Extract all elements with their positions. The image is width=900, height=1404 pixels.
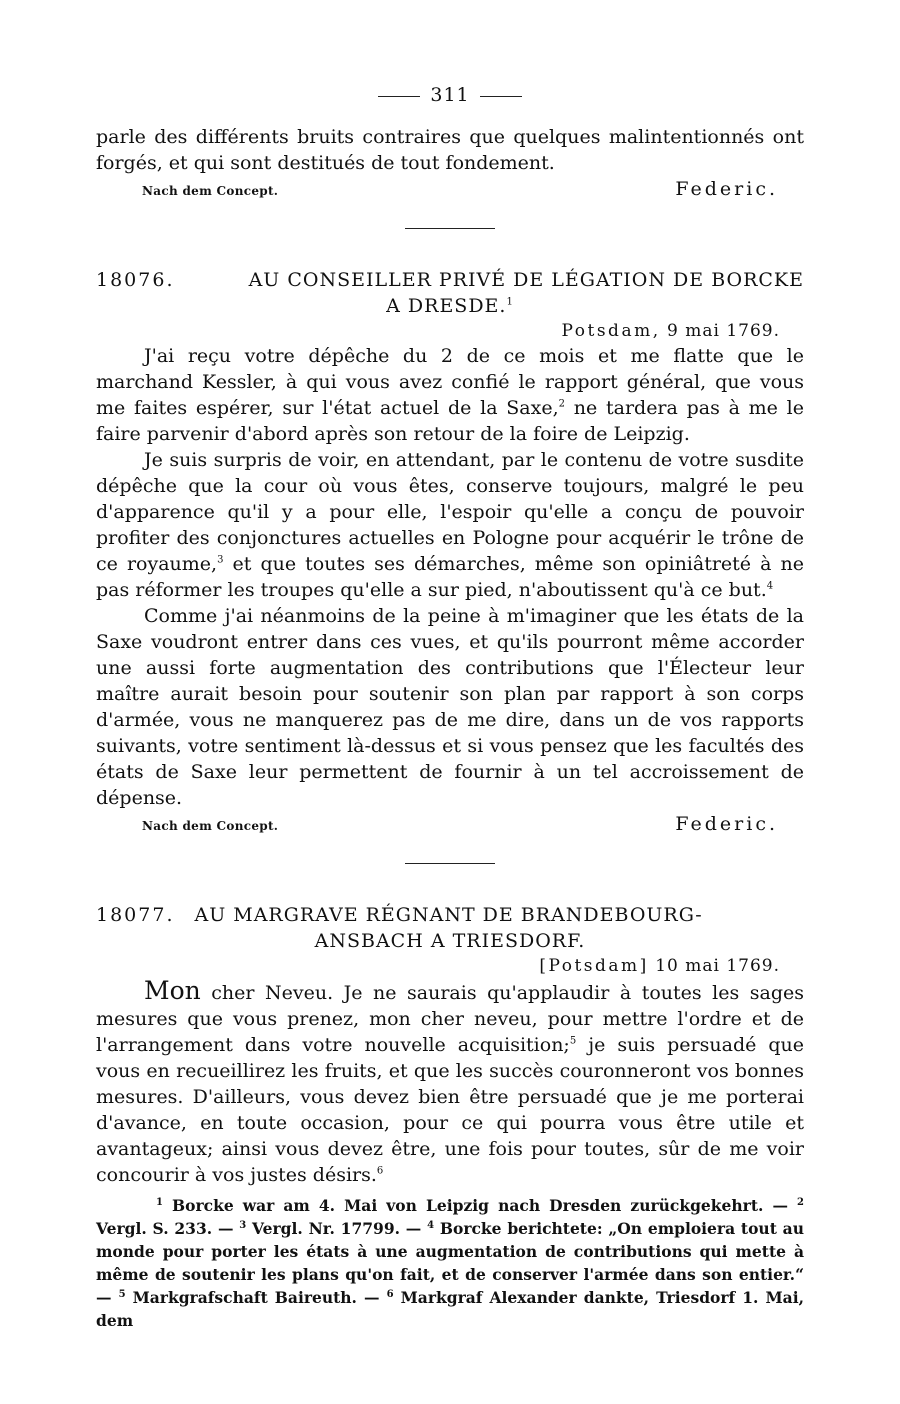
footnote-number: 1 xyxy=(156,1196,163,1208)
source-note: Nach dem Concept. xyxy=(142,184,279,198)
place: [Potsdam] xyxy=(539,956,649,976)
text-run: Vergl. Nr. 17799. — xyxy=(246,1219,428,1238)
place: Potsdam, xyxy=(561,321,661,341)
section-divider xyxy=(405,228,495,229)
letter-number: 18076. xyxy=(96,269,175,291)
dateline xyxy=(96,321,780,341)
letter-number: 18077. xyxy=(96,904,175,926)
letter-heading xyxy=(96,902,804,954)
text-run: J'ai reçu votre dépêche du 2 de ce mois et me flatte que le marchand Kessler, à qui vous avez confié le rapport général, que vous me faites espérer, sur l'état actuel de la Saxe, xyxy=(96,345,804,419)
footnotes xyxy=(96,1194,804,1332)
signature: Federic. xyxy=(675,178,778,200)
page-number: 311 xyxy=(430,84,470,106)
salutation: Mon xyxy=(144,976,201,1005)
divider xyxy=(378,96,420,97)
letter-heading-line xyxy=(96,267,804,293)
footnote-ref: 2 xyxy=(558,398,565,410)
footnote-ref: 6 xyxy=(376,1165,384,1177)
page-body xyxy=(96,84,804,1188)
signature-line xyxy=(96,813,804,835)
text-run: je suis persuadé que vous en recueillirez les fruits, et que les succès couronneront vos bonnes mesures. D'ailleurs, vous devez bien être persuadé que je me porterai d'avance, en toute occasion, pour ce qui pourra vous être utile et avantageux; ainsi vous devez être, une fois pour toutes, sûr de me voir concourir à vos justes désirs. xyxy=(96,1034,804,1186)
signature: Federic. xyxy=(675,813,778,835)
footnote-number: 4 xyxy=(427,1219,435,1231)
divider xyxy=(480,96,522,97)
dateline xyxy=(96,956,780,976)
text-run: ne tardera pas à me le faire parvenir d'abord après son retour de la foire de Leipzig. xyxy=(96,397,804,445)
paragraph xyxy=(96,343,804,447)
opening-paragraph: parle des différents bruits contraires que quelques malintentionnés ont forgés, et qui sont destitués de tout fondement. xyxy=(96,126,804,174)
opening-signature-line xyxy=(96,178,804,200)
footnote-number: 5 xyxy=(118,1288,126,1300)
letter-heading xyxy=(96,267,804,319)
footnote-ref: 5 xyxy=(569,1035,577,1047)
text-run: Je suis surpris de voir, en attendant, par le contenu de votre susdite dépêche que la cour où vous êtes, conserve toujours, malgré le peu d'apparence qu'il y a pour elle, l'espoir qu'elle a conçu de pouvoir profiter des conjonctures actuelles en Pologne pour acquérir le trône de ce royaume, xyxy=(96,449,804,575)
letter-title: AU MARGRAVE RÉGNANT DE BRANDEBOURG- xyxy=(194,904,703,926)
date: 10 mai 1769. xyxy=(655,956,780,976)
letter-heading-line xyxy=(96,902,804,928)
text-run: Borcke war am 4. Mai von Leipzig nach Dresden zurückgekehrt. — xyxy=(162,1196,798,1215)
letter-heading-line xyxy=(96,293,804,319)
paragraph xyxy=(96,978,804,1188)
footnote-ref: 1 xyxy=(506,296,514,308)
letter-title-cont: A DRESDE. xyxy=(386,295,507,317)
text-run: Borcke berichtete: „On emploiera tout au monde pour porter les états à une augmentation de contributions qui mette à même de soutenir les plans qu'on fait, et de conserver l'armée dans son entier.“ — xyxy=(96,1219,804,1307)
footnote-number: 3 xyxy=(239,1219,247,1231)
source-note: Nach dem Concept. xyxy=(142,819,279,833)
text-run: cher Neveu. Je ne saurais qu'applaudir à toutes les sages mesures que vous prenez, mon cher neveu, pour mettre l'ordre et de l'arrangement dans votre nouvelle acquisition; xyxy=(96,982,804,1056)
section-divider xyxy=(405,863,495,864)
footnote-ref: 4 xyxy=(766,580,774,592)
date: 9 mai 1769. xyxy=(667,321,780,341)
page-number-line xyxy=(96,84,804,106)
footnote-ref: 3 xyxy=(217,554,224,566)
letter-title: AU CONSEILLER PRIVÉ DE LÉGATION DE BORCKE xyxy=(248,269,804,291)
text-run: Vergl. S. 233. — xyxy=(96,1219,240,1238)
footnote-text xyxy=(96,1194,804,1332)
paragraph: Comme j'ai néanmoins de la peine à m'imaginer que les états de la Saxe voudront entrer dans ces vues, et qu'ils pourront même accorder une aussi forte augmentation des contributions que l'Électeur leur maître aurait besoin pour soutenir son plan par rapport à son corps d'armée, vous ne manquerez pas de me dire, dans un de vos rapports suivants, votre sentiment là-dessus et si vous pensez que les facultés des états de Saxe leur permettent de fournir à un tel accroissement de dépense. xyxy=(96,605,804,809)
text-run: Markgrafschaft Baireuth. — xyxy=(125,1288,387,1307)
paragraph xyxy=(96,447,804,603)
text-run: et que toutes ses démarches, même son opiniâtreté à ne pas réformer les troupes qu'elle a sur pied, n'aboutissent qu'à ce but. xyxy=(96,553,804,601)
footnote-number: 2 xyxy=(797,1196,804,1208)
letter-title-cont: ANSBACH A TRIESDORF. xyxy=(314,930,586,952)
text-run: Markgraf Alexander dankte, Triesdorf 1. Mai, dem xyxy=(96,1288,804,1330)
letter-heading-line xyxy=(96,928,804,954)
footnote-number: 6 xyxy=(386,1288,394,1300)
